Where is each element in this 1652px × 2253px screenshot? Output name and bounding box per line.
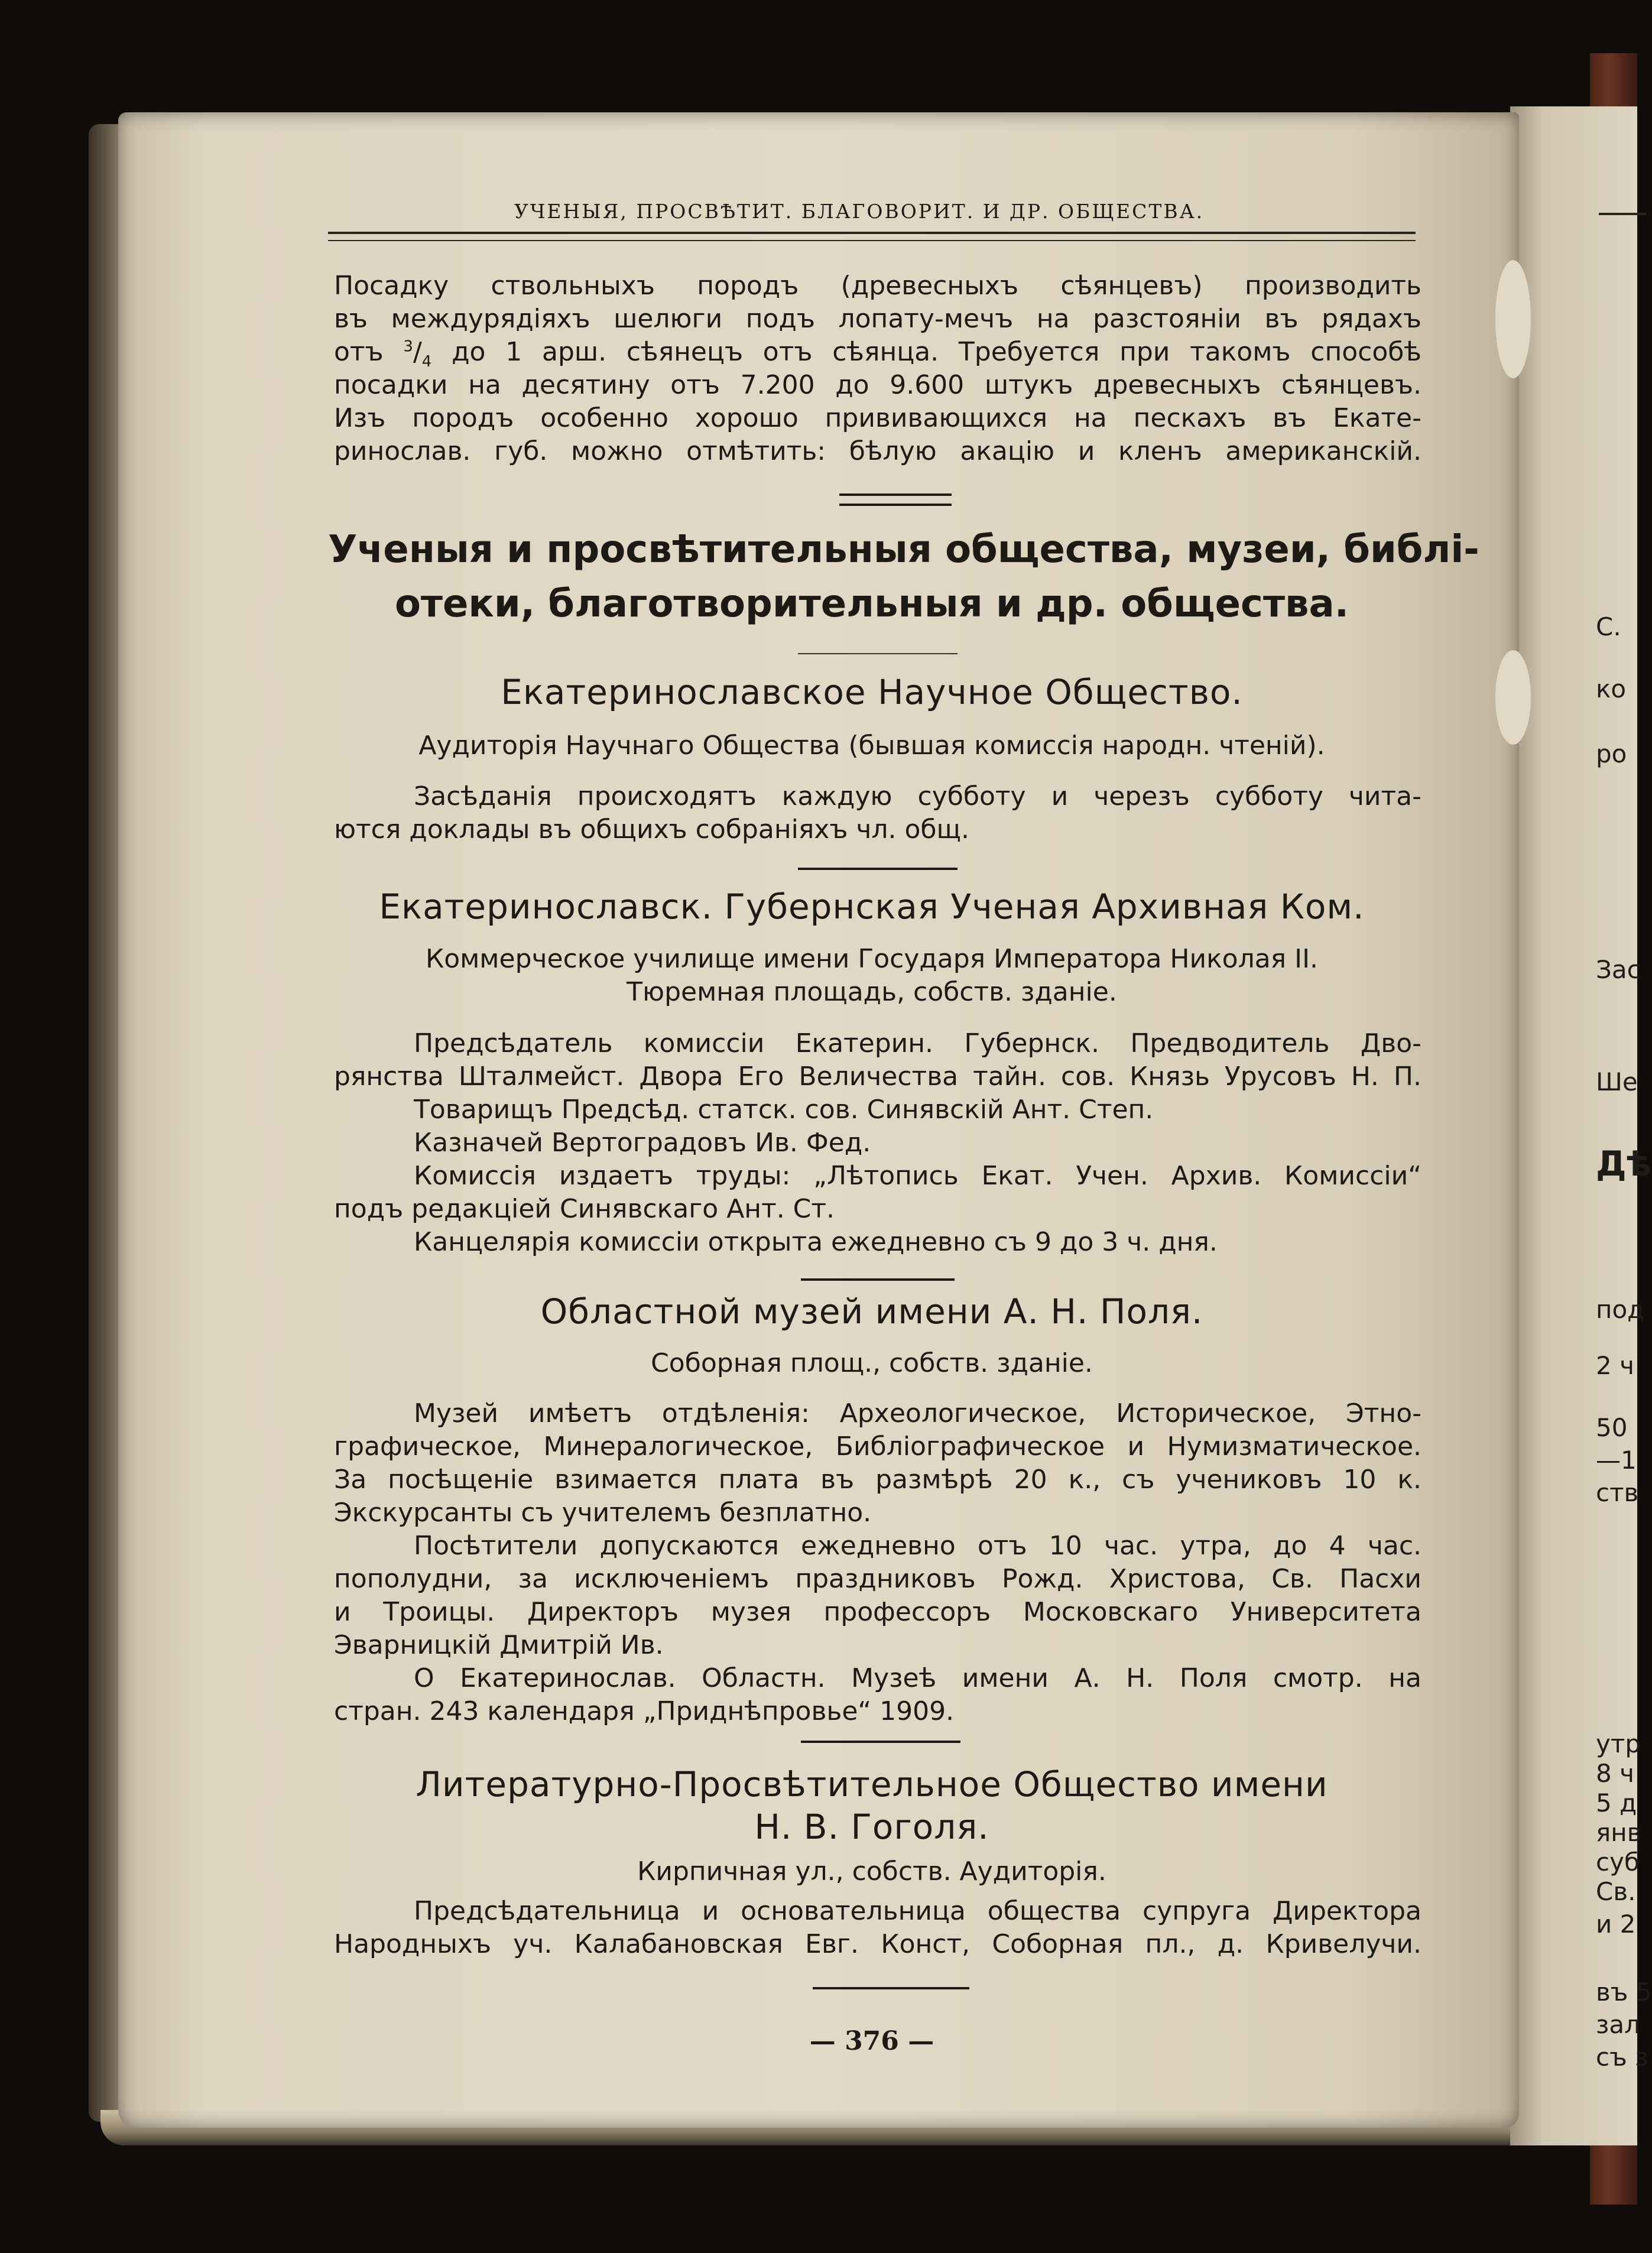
- facing-fragment: Св.: [1596, 1877, 1636, 1906]
- running-head: УЧЕНЫЯ, ПРОСВѢТИТ. БЛАГОВОРИТ. И ДР. ОБЩЕСТВА.: [514, 200, 1205, 223]
- section-body-line: Канцелярія комиссіи открыта ежедневно съ 9 до 3 ч. дня.: [414, 1227, 1218, 1257]
- section-body-line: Казначей Вертоградовъ Ив. Фед.: [414, 1128, 871, 1158]
- intro-line: Посадку ствольныхъ породъ (древесныхъ сѣянцевъ) производить: [334, 271, 1421, 301]
- facing-fragment: зал: [1596, 2010, 1640, 2039]
- section-body-line: пополудни, за исключеніемъ праздниковъ Рожд. Христова, Св. Пасхи: [334, 1564, 1421, 1594]
- section-title: Екатеринославское Научное Общество.: [501, 672, 1243, 712]
- section-body-line: рянства Шталмейст. Двора Его Величества тайн. сов. Князь Урусовъ Н. П.: [334, 1061, 1421, 1092]
- section-body-line: подъ редакціей Синявскаго Ант. Ст.: [334, 1194, 835, 1224]
- section-body-line: и Троицы. Директоръ музея профессоръ Московскаго Университета: [334, 1597, 1421, 1627]
- facing-fragment: ко: [1596, 674, 1627, 703]
- facing-fragment: утр: [1596, 1729, 1641, 1758]
- section-address: Аудиторія Научнаго Общества (бывшая комиссія народн. чтеній).: [418, 731, 1325, 761]
- section-body-line: Народныхъ уч. Калабановская Евг. Конст, Соборная пл., д. Кривелучи.: [334, 1929, 1421, 1959]
- section-address: Кирпичная ул., собств. Аудиторія.: [637, 1856, 1106, 1887]
- facing-fragment: Ше: [1596, 1067, 1638, 1096]
- separator: [798, 868, 958, 870]
- section-body-line: стран. 243 календаря „Приднѣпровье“ 1909.: [334, 1696, 955, 1726]
- fraction-denominator: 4: [421, 352, 432, 371]
- section-address: Коммерческое училище имени Государя Императора Николая II.: [425, 944, 1319, 974]
- section-body-line: О Екатеринослав. Областн. Музеѣ имени А. Н. Поля смотр. на: [414, 1663, 1421, 1693]
- separator: [839, 504, 952, 506]
- section-title: Областной музей имени А. Н. Поля.: [540, 1291, 1203, 1332]
- facing-fragment: съ з: [1596, 2043, 1648, 2072]
- section-body-line: Эварницкій Дмитрій Ив.: [334, 1630, 664, 1660]
- section-body-line: графическое, Минералогическое, Библіографическое и Нумизматическое.: [334, 1431, 1421, 1462]
- section-body-line: Засѣданія происходятъ каждую субботу и черезъ субботу чита-: [414, 781, 1421, 811]
- intro-line: въ междурядіяхъ шелюги подъ лопату-мечъ на разстояніи въ рядахъ: [334, 304, 1421, 334]
- section-body-line: Комиссія издаетъ труды: „Лѣтопись Екат. Учен. Архив. Комиссіи“: [414, 1161, 1421, 1191]
- facing-fragment: янв: [1596, 1818, 1642, 1847]
- section-address: Тюремная площадь, собств. зданіе.: [627, 977, 1117, 1007]
- facing-fragment: 8 ч: [1596, 1759, 1634, 1788]
- section-address: Соборная площ., собств. зданіе.: [651, 1348, 1093, 1378]
- separator: [813, 1987, 969, 1989]
- facing-fragment: 2 ч: [1596, 1351, 1634, 1380]
- section-body-line: ются доклады въ общихъ собраніяхъ чл. общ.: [334, 814, 969, 845]
- intro-line: Изъ породъ особенно хорошо прививающихся на пескахъ въ Екате-: [334, 403, 1421, 433]
- main-heading-line2: отеки, благотворительныя и др. общества.: [394, 582, 1349, 626]
- facing-fragment: суб: [1596, 1848, 1640, 1877]
- facing-fragment: под: [1596, 1295, 1645, 1324]
- separator: [801, 1278, 955, 1281]
- section-body-line: Экскурсанты съ учителемъ безплатно.: [334, 1498, 872, 1528]
- facing-fragment: —1: [1596, 1446, 1637, 1475]
- intro-line: посадки на десятину отъ 7.200 до 9.600 штукъ древесныхъ сѣянцевъ.: [334, 370, 1421, 400]
- intro-prefix: отъ: [334, 337, 384, 367]
- section-title: Литературно-Просвѣтительное Общество имени: [416, 1764, 1328, 1804]
- section-body-line: Предсѣдательница и основательница общества супруга Директора: [414, 1896, 1421, 1926]
- intro-suffix: до 1 арш. сѣянецъ отъ сѣянца. Требуется при такомъ способѣ: [452, 337, 1421, 367]
- page-number: — 376 —: [809, 2026, 934, 2056]
- section-body-line: Посѣтители допускаются ежедневно отъ 10 час. утра, до 4 час.: [414, 1531, 1421, 1561]
- intro-line: ринослав. губ. можно отмѣтить: бѣлую акацію и кленъ американскій.: [334, 436, 1421, 466]
- main-heading-line1: Ученыя и просвѣтительныя общества, музеи, библі-: [328, 528, 1479, 572]
- facing-fragment: 5 д: [1596, 1788, 1637, 1817]
- section-body-line: Музей имѣетъ отдѣленія: Археологическое, Историческое, Этно-: [414, 1398, 1421, 1429]
- facing-fragment: въ 5: [1596, 1978, 1652, 2007]
- section-body-line: Предсѣдатель комиссіи Екатерин. Губернск. Предводитель Дво-: [414, 1028, 1421, 1059]
- facing-fragment: 50: [1596, 1413, 1628, 1442]
- facing-fragment: Дѣ: [1596, 1144, 1652, 1184]
- separator: [798, 653, 958, 654]
- facing-fragment: ств: [1596, 1478, 1639, 1507]
- facing-fragment: ро: [1596, 739, 1627, 768]
- facing-fragment: С.: [1596, 612, 1621, 641]
- facing-fragment: и 2: [1596, 1910, 1636, 1939]
- intro-line-fraction: отъ $^3/_4$ до 1 арш. сѣянецъ отъ сѣянца. Требуется при такомъ способѣ: [334, 337, 1421, 371]
- section-body-line: Товарищъ Предсѣд. статск. сов. Синявскій Ант. Степ.: [414, 1095, 1154, 1125]
- fraction-numerator: 3: [403, 337, 413, 356]
- section-title: Екатеринославск. Губернская Ученая Архивная Ком.: [379, 887, 1365, 927]
- facing-fragment: Зас: [1596, 955, 1641, 984]
- header-rule: [328, 232, 1416, 241]
- section-body-line: За посѣщеніе взимается плата въ размѣрѣ 20 к., съ учениковъ 10 к.: [334, 1465, 1421, 1495]
- separator: [801, 1741, 960, 1743]
- section-title: Н. В. Гоголя.: [754, 1807, 989, 1847]
- separator: [839, 494, 952, 496]
